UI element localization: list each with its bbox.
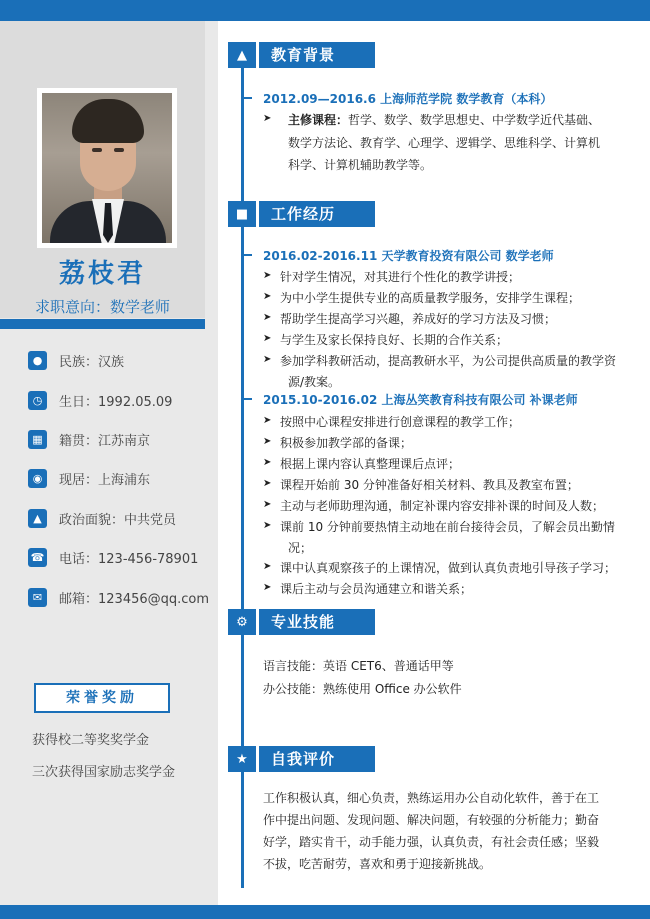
job1-header: 2016.02-2016.11 天学教育投资有限公司 数学老师 xyxy=(263,249,554,263)
bullet-icon: ➤ xyxy=(263,478,272,489)
info-political: ▲ 政治面貌：中共党员 xyxy=(28,508,176,528)
profile-photo xyxy=(42,93,172,243)
bullet-icon: ➤ xyxy=(263,520,272,531)
top-accent-bar xyxy=(0,0,650,21)
honors-heading: 荣誉奖励 xyxy=(34,683,170,713)
job2-item: 按照中心课程安排进行创意课程的教学工作； xyxy=(280,415,521,429)
gear-icon: ⚙ xyxy=(228,609,256,635)
job1-item-cont: 源/教案。 xyxy=(288,375,341,389)
job2-item: 根据上课内容认真整理课后点评； xyxy=(280,457,461,471)
skill-line: 语言技能：英语 CET6、普通话甲等 xyxy=(263,659,454,673)
bullet-icon: ➤ xyxy=(263,436,272,447)
info-residence: ◉ 现居：上海浦东 xyxy=(28,468,150,488)
info-ethnicity: ● 民族：汉族 xyxy=(28,350,124,370)
job1-item: 帮助学生提高学习兴趣，养成好的学习方法及习惯； xyxy=(280,312,557,326)
job2-item: 课中认真观察孩子的上课情况，做到认真负责地引导孩子学习； xyxy=(280,561,617,575)
bullet-icon: ➤ xyxy=(263,312,272,323)
bottom-accent-bar xyxy=(0,905,650,919)
bullet-icon: ➤ xyxy=(263,354,272,365)
education-header: 2012.09—2016.6 上海师范学院 数学教育（本科） xyxy=(263,92,553,106)
section-education: ▲ 教育背景 xyxy=(228,42,375,68)
user-icon: ● xyxy=(28,351,47,370)
job1-item: 为中小学生提供专业的高质量教学服务，安排学生课程； xyxy=(280,291,581,305)
bullet-icon: ➤ xyxy=(263,582,272,593)
section-work: ■ 工作经历 xyxy=(228,201,375,227)
info-phone: ☎ 电话：123-456-78901 xyxy=(28,547,198,567)
trophy-icon: ★ xyxy=(228,746,256,772)
job2-item: 课前 10 分钟前要热情主动地在前台接待会员，了解会员出勤情 xyxy=(280,520,615,534)
job-intent: 求职意向：数学老师 xyxy=(34,298,170,316)
job2-item: 课后主动与会员沟通建立和谐关系； xyxy=(280,582,473,596)
job2-item: 主动与老师助理沟通，制定补课内容安排补课的时间及人数； xyxy=(280,499,605,513)
timeline-tick xyxy=(243,97,252,99)
profile-photo-frame xyxy=(37,88,177,248)
course-line: 数学方法论、教育学、心理学、逻辑学、思维科学、计算机 xyxy=(288,136,601,150)
self-eval-line: 工作积极认真，细心负责，熟练运用办公自动化软件，善于在工 xyxy=(263,791,600,805)
self-eval-line: 好学，踏实肯干，动手能力强，认真负责，有社会责任感；坚毅 xyxy=(263,835,600,849)
self-eval-line: 不拔，吃苦耐劳，喜欢和勇于迎接新挑战。 xyxy=(263,857,492,871)
location-pin-icon: ◉ xyxy=(28,469,47,488)
timeline-tick xyxy=(243,254,252,256)
mail-icon: ✉ xyxy=(28,588,47,607)
info-birthday: ◷ 生日：1992.05.09 xyxy=(28,390,172,410)
bullet-icon: ➤ xyxy=(263,270,272,281)
clock-icon: ◷ xyxy=(28,391,47,410)
bullet-icon: ➤ xyxy=(263,113,272,124)
job1-item: 与学生及家长保持良好、长期的合作关系； xyxy=(280,333,509,347)
honor-item: 获得校二等奖奖学金 xyxy=(32,733,150,748)
timeline-tick xyxy=(243,398,252,400)
course-line: 科学、计算机辅助教学等。 xyxy=(288,158,433,172)
bullet-icon: ➤ xyxy=(263,291,272,302)
sidebar xyxy=(0,21,218,905)
candidate-name: 荔枝君 xyxy=(58,259,146,289)
course-label: 主修课程： xyxy=(288,113,349,127)
phone-icon: ☎ xyxy=(28,548,47,567)
building-icon: ▦ xyxy=(28,430,47,449)
section-self-eval: ★ 自我评价 xyxy=(228,746,375,772)
bullet-icon: ➤ xyxy=(263,499,272,510)
job2-item: 课程开始前 30 分钟准备好相关材料、教具及教室布置； xyxy=(280,478,579,492)
section-skills: ⚙ 专业技能 xyxy=(228,609,375,635)
job2-item-cont: 况； xyxy=(288,541,313,555)
briefcase-icon: ■ xyxy=(228,201,256,227)
person-badge-icon: ▲ xyxy=(28,509,47,528)
sidebar-divider xyxy=(0,319,205,329)
job2-header: 2015.10-2016.02 上海丛笑教育科技有限公司 补课老师 xyxy=(263,393,578,407)
job1-item: 参加学科教研活动，提高教研水平，为公司提供高质量的教学资 xyxy=(280,354,617,368)
self-eval-line: 作中提出问题、发现问题、解决问题，有较强的分析能力；勤奋 xyxy=(263,813,600,827)
honor-item: 三次获得国家励志奖学金 xyxy=(32,765,176,780)
bullet-icon: ➤ xyxy=(263,561,272,572)
bullet-icon: ➤ xyxy=(263,457,272,468)
bullet-icon: ➤ xyxy=(263,415,272,426)
graduation-cap-icon: ▲ xyxy=(228,42,256,68)
info-email: ✉ 邮箱：123456@qq.com xyxy=(28,587,209,607)
info-hometown: ▦ 籍贯：江苏南京 xyxy=(28,429,150,449)
skill-line: 办公技能：熟练使用 Office 办公软件 xyxy=(263,682,462,696)
course-line: 哲学、数学、数学思想史、中学数学近代基础、 xyxy=(348,113,601,127)
bullet-icon: ➤ xyxy=(263,333,272,344)
job1-item: 针对学生情况，对其进行个性化的教学讲授； xyxy=(280,270,521,284)
job2-item: 积极参加教学部的备课； xyxy=(280,436,413,450)
